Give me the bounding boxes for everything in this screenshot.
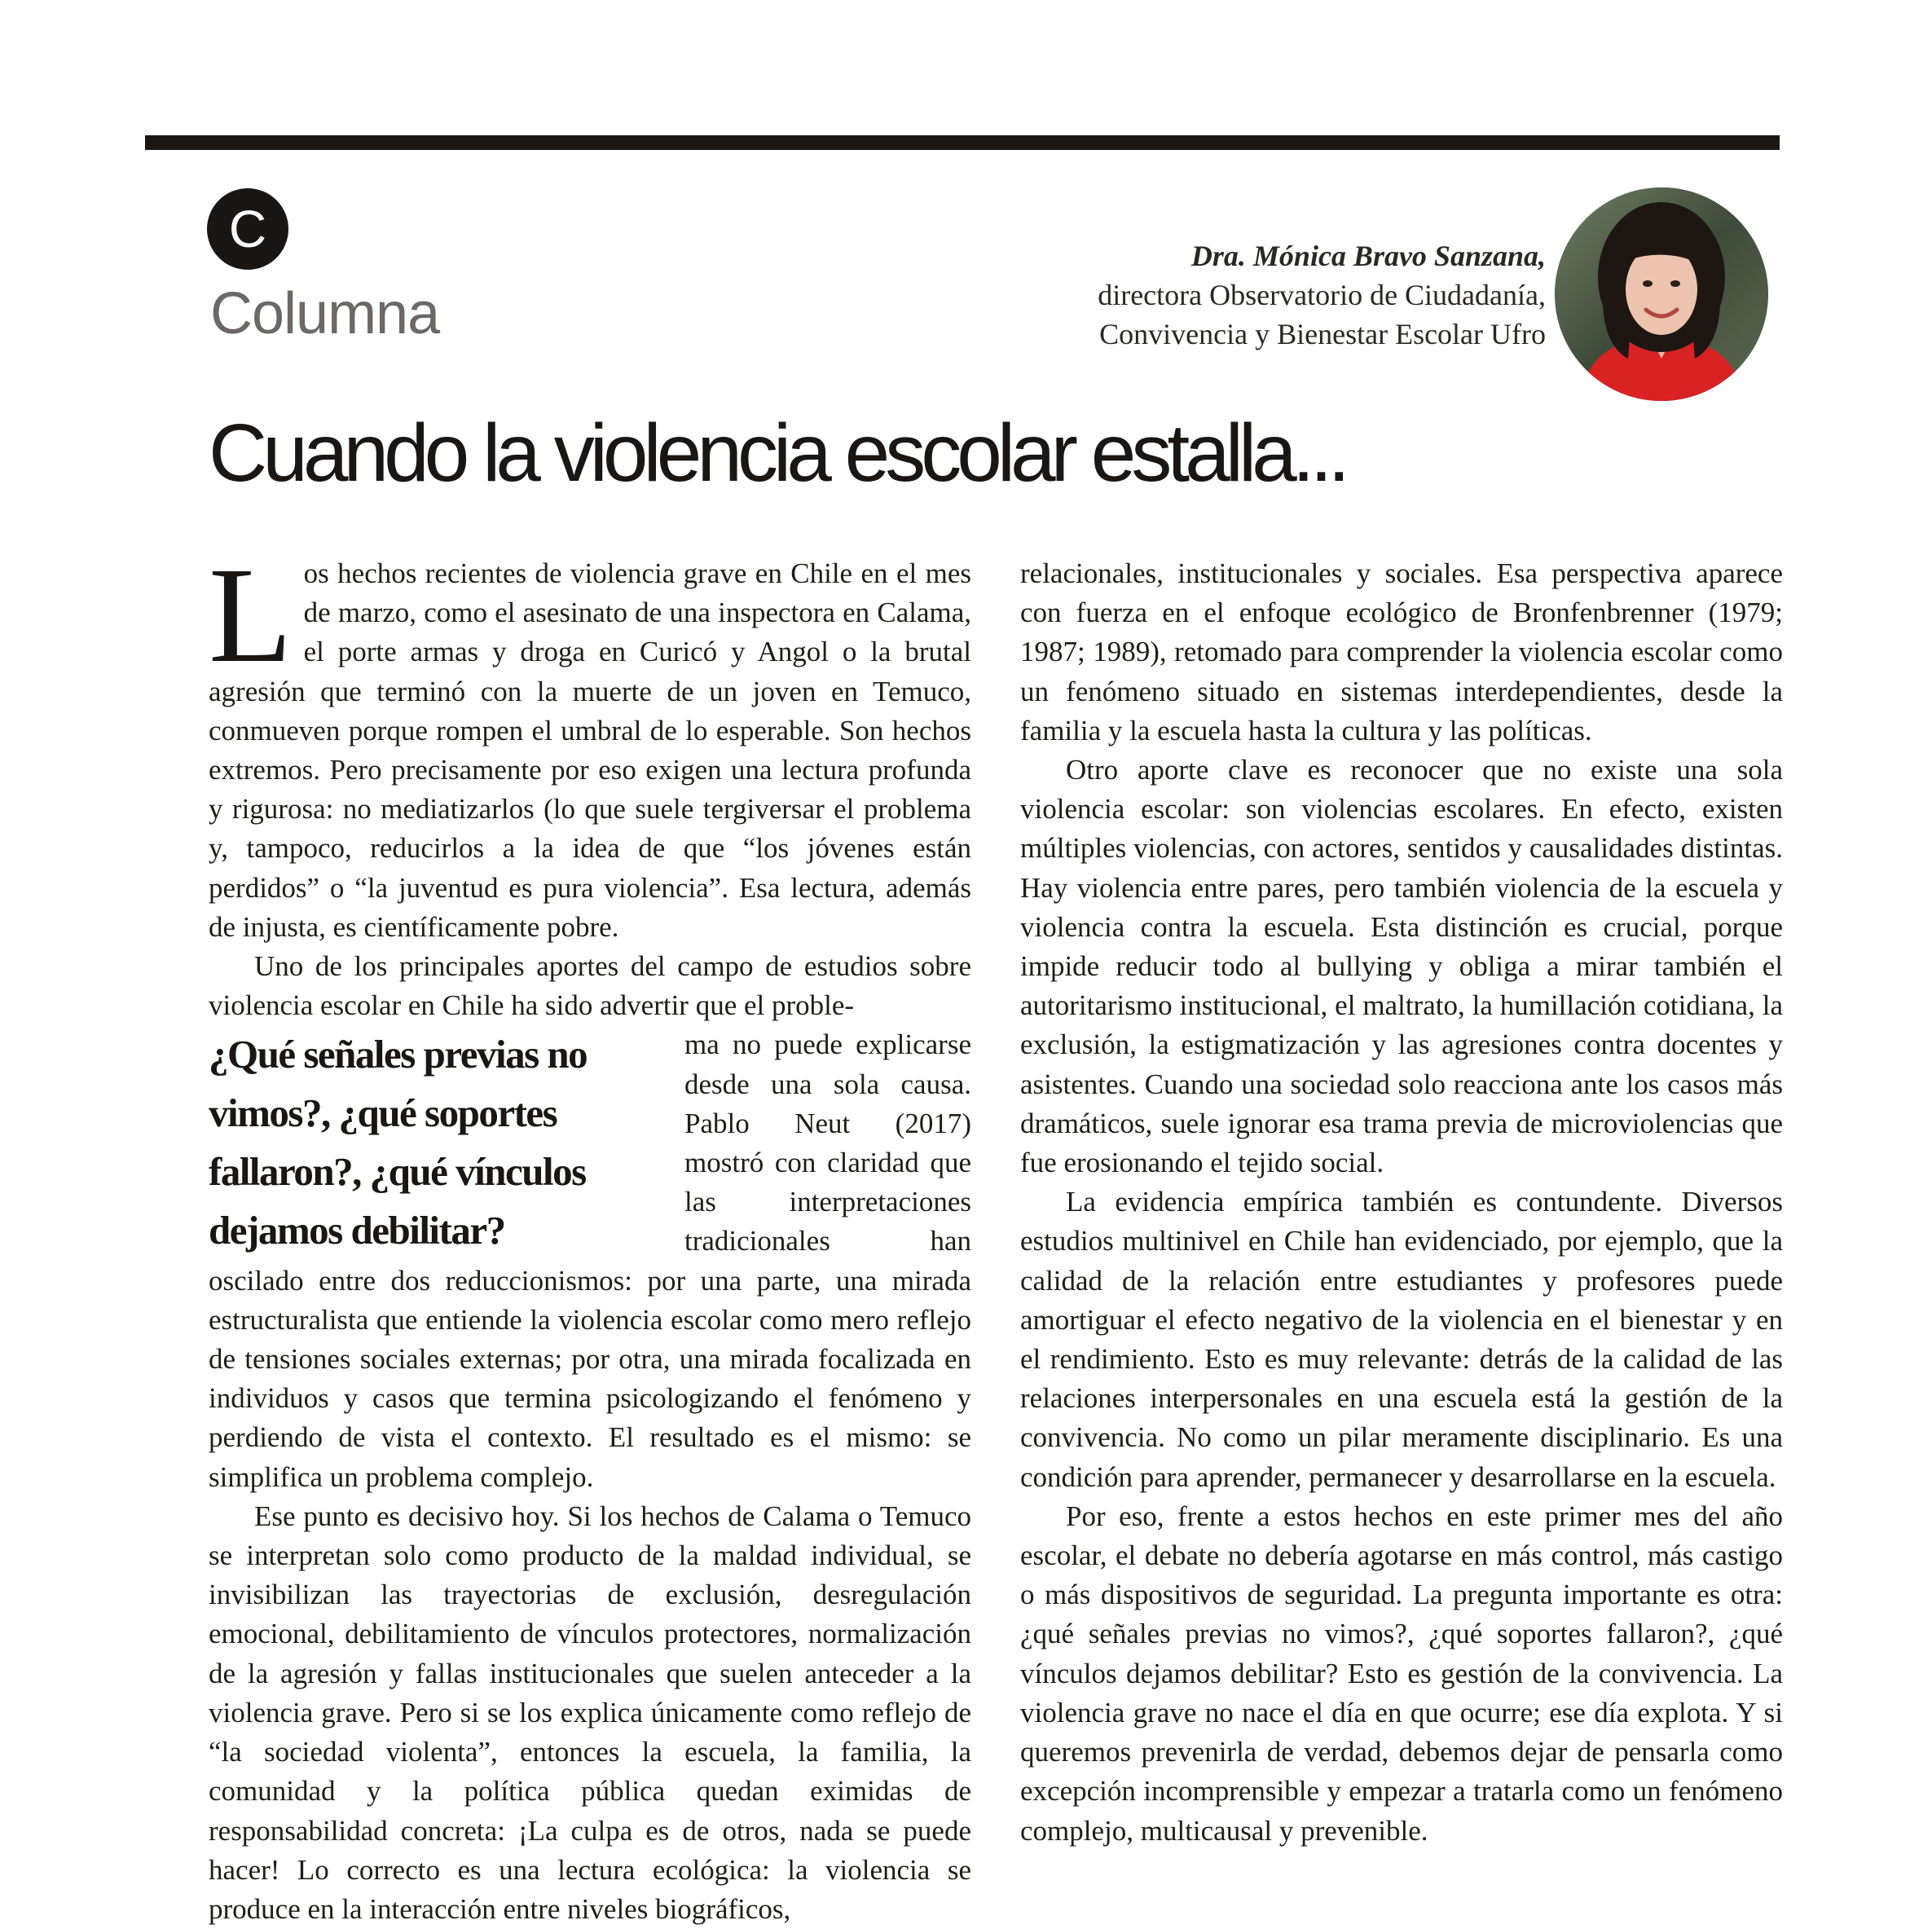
section-badge: C	[207, 188, 288, 270]
author-photo	[1555, 187, 1768, 401]
author-role-line-1: directora Observatorio de Ciudadanía,	[1098, 279, 1546, 311]
paragraph-6: Por eso, frente a estos hechos en este primer mes del año escolar, el debate no debería agotarse en más control, más castigo o más dispositivos de seguridad. La pregunta importante es otra: ¿qué señales previas no vimos?, ¿qué soportes fallaron?, ¿qué vínculos dejamos debilitar? Esto es gestión de la convivencia. La violencia grave no nace el día en que ocurre; ese día explota. Y si queremos prevenirla de verdad, debemos dejar de pensarla como excepción incomprensible y empezar a tratarla como un fenómeno complejo, multicausal y prevenible.	[1020, 1500, 1783, 1847]
author-portrait-illustration	[1555, 187, 1768, 401]
top-rule	[145, 135, 1780, 150]
paragraph-2-continued-text: ma no puede explicarse desde una sola causa. Pablo Neut (2017) mostró con claridad que las interpretaciones tradicionales han oscilado entre dos reduccionismos: por una parte, una mirada estructuralista que entiende la violencia escolar como mero reflejo de tensiones sociales externas; por otra, una mirada focalizada en individuos y casos que termina psicologizando el fenómeno y perdiendo de vista el contexto. El resultado es el mismo: se simplifica un problema complejo.	[209, 1028, 971, 1493]
section-label: Columna	[210, 281, 440, 346]
article-column-right	[1020, 554, 1783, 1851]
paragraph-4: Otro aporte clave es reconocer que no existe una sola violencia escolar: son violencias escolares. En efecto, existen múltiples violencias, con actores, sentidos y causalidades distintas. Hay violencia entre pares, pero también violencia de la escuela y violencia contra la escuela. Esta distinción es crucial, porque impide reducir todo al bullying y obliga a mirar también el autoritarismo institucional, el maltrato, la humillación cotidiana, la exclusión, la estigmatización y las agresiones contra docentes y asistentes. Cuando una sociedad solo reacciona ante los casos más dramáticos, suele ignorar esa trama previa de microviolencias que fue erosionando el tejido social.	[1020, 754, 1783, 1179]
pull-quote: ¿Qué señales previas no vimos?, ¿qué soportes fallaron?, ¿qué vínculos dejamos debilitar?	[209, 1032, 588, 1253]
author-byline	[1098, 236, 1546, 354]
headline: Cuando la violencia escolar estalla...	[209, 407, 1346, 499]
drop-cap: L	[209, 540, 293, 691]
lead-paragraph-text: os hechos recientes de violencia grave en Chile en el mes de marzo, como el asesinato de una inspectora en Calama, el porte armas y droga en Curicó y Angol o la brutal agresión que terminó con la muerte de un joven en Temuco, conmueven porque rompen el umbral de lo esperable. Son hechos extremos. Pero precisamente por eso exigen una lectura profunda y rigurosa: no mediatizarlos (lo que suele tergiversar el problema y, tampoco, reducirlos a la idea de que “los jóvenes están perdidos” o “la juventud es pura violencia”. Esa lectura, además de injusta, es científicamente pobre.	[209, 557, 971, 943]
author-role-line-2: Convivencia y Bienestar Escolar Ufro	[1099, 318, 1546, 350]
paragraph-2-continued	[209, 1025, 971, 1496]
paragraph-2: Uno de los principales aportes del campo de estudios sobre violencia escolar en Chile ha sido advertir que el proble-	[209, 950, 971, 1022]
article-column-left	[209, 540, 971, 1929]
author-name: Dra. Mónica Bravo Sanzana,	[1190, 240, 1546, 272]
paragraph-3-continued: relacionales, institucionales y sociales. Esa perspectiva aparece con fuerza en el enfoque ecológico de Bronfenbrenner (1979; 1987; 1989), retomado para comprender la violencia escolar como un fenómeno situado en sistemas interdependientes, desde la familia y la escuela hasta la cultura y las políticas.	[1020, 557, 1783, 746]
paragraph-5: La evidencia empírica también es contundente. Diversos estudios multinivel en Chile han evidenciado, por ejemplo, que la calidad de la relación entre estudiantes y profesores puede amortiguar el efecto negativo de la violencia en el bienestar y en el rendimiento. Esto es muy relevante: detrás de la calidad de las relaciones interpersonales en una escuela está la gestión de la convivencia. No como un pilar meramente disciplinario. Es una condición para aprender, permanecer y desarrollarse en la escuela.	[1020, 1186, 1783, 1493]
lead-paragraph	[209, 540, 971, 947]
paragraph-3: Ese punto es decisivo hoy. Si los hechos de Calama o Temuco se interpretan solo como producto de la maldad individual, se invisibilizan las trayectorias de exclusión, desregulación emocional, debilitamiento de vínculos protectores, normalización de la agresión y fallas institucionales que suelen anteceder a la violencia grave. Pero si se los explica únicamente como reflejo de “la sociedad violenta”, entonces la escuela, la familia, la comunidad y la política pública quedan eximidas de responsabilidad concreta: ¡La culpa es de otros, nada se puede hacer! Lo correcto es una lectura ecológica: la violencia se produce en la interacción entre niveles biográficos,	[209, 1500, 971, 1925]
